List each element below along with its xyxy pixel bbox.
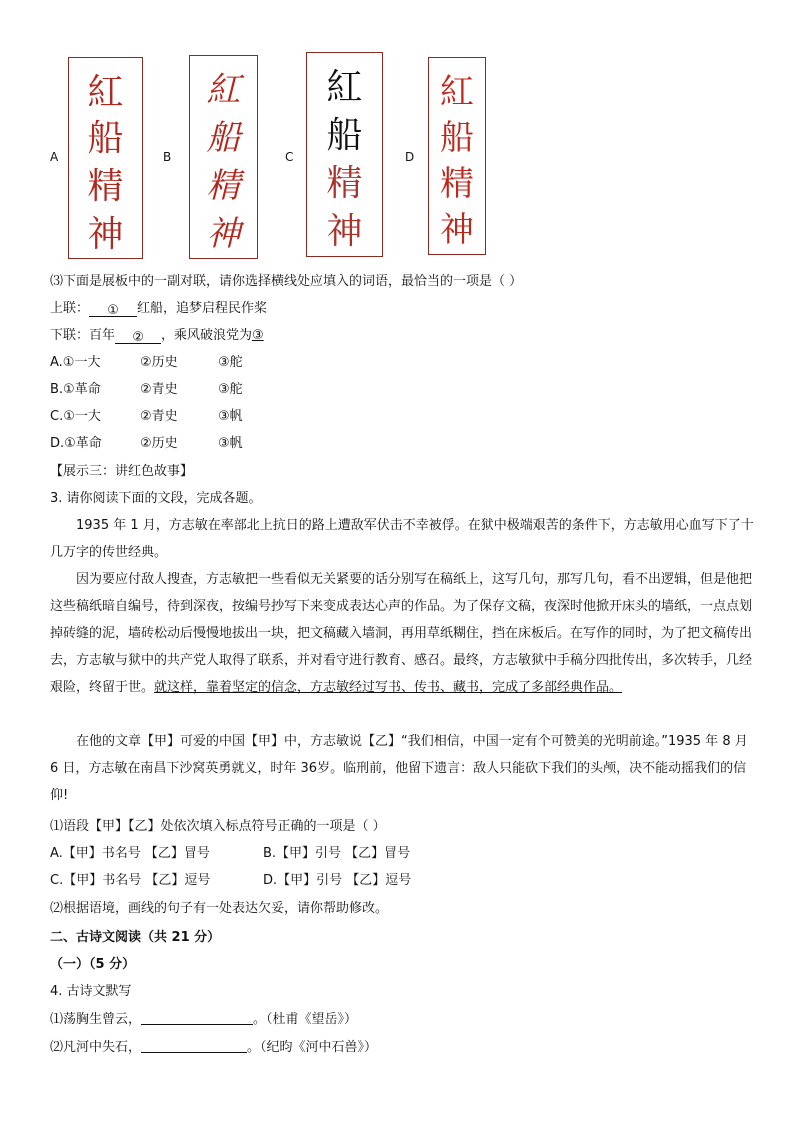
q3-option-b-1: B.①革命 bbox=[50, 382, 101, 397]
calligraphy-d-char-3: 精 bbox=[440, 164, 474, 204]
q3-upper-couplet bbox=[50, 300, 267, 318]
calligraphy-a-char-2: 船 bbox=[87, 118, 124, 159]
q4-item-1-suffix: 。（杜甫《望岳》） bbox=[253, 1012, 358, 1027]
sub1-stem: ⑴语段【甲】【乙】处依次填入标点符号正确的一项是（ ） bbox=[50, 819, 386, 834]
lower-prefix: 下联：百年 bbox=[50, 328, 116, 343]
passage-paragraph-2-text: 因为要应付敌人搜查，方志敏把一些看似无关紧要的话分别写在稿纸上，这写几句，那写几句，看不出逻辑，但是他把这些稿纸暗自编号，待到深夜，按编号抄写下来变成表达心声的作品。为了保存文稿，夜深时他掀开床头的墙纸，一点点划掉砖缝的泥，墙砖松动后慢慢地拔出一块，把文稿藏入墙洞，再用草纸糊住，挡在床板后。在写作的同时，为了把文稿传出去，方志敏与狱中的共产党人取得了联系，并对看守进行教育、感召。最终，方志敏狱中手稿分四批传出，多次转手，几经艰险，终留于世。 bbox=[50, 572, 753, 695]
q3-option-d[interactable] bbox=[50, 435, 243, 453]
upper-suffix: 红船，追梦启程民作桨 bbox=[137, 301, 268, 316]
q3-option-c-3: ③帆 bbox=[218, 409, 243, 424]
sub1-option-b[interactable]: B.【甲】引号 【乙】冒号 bbox=[263, 846, 411, 861]
q4-blank-2[interactable] bbox=[141, 1038, 247, 1053]
q4-item-1-prefix: ⑴荡胸生曾云， bbox=[50, 1012, 142, 1027]
q4-item-2 bbox=[50, 1038, 377, 1057]
calligraphy-c bbox=[306, 52, 383, 257]
q3-option-d-3: ③帆 bbox=[218, 436, 243, 451]
q3-option-d-1: D.①革命 bbox=[50, 436, 102, 451]
blank-2[interactable] bbox=[115, 329, 161, 344]
calligraphy-d bbox=[428, 57, 486, 255]
calligraphy-c-char-3: 精 bbox=[326, 163, 363, 204]
q3-stem: ⑶下面是展板中的一副对联，请你选择横线处应填入的词语，最恰当的一项是（ ） bbox=[50, 274, 523, 289]
calligraphy-b-char-1: 紅 bbox=[206, 70, 241, 110]
calligraphy-d-char-1: 紅 bbox=[440, 72, 474, 112]
blank-3[interactable]: ③ bbox=[252, 328, 264, 343]
q3-lower-couplet bbox=[50, 327, 264, 345]
calligraphy-a-char-1: 紅 bbox=[87, 72, 124, 113]
sub2-stem: ⑵根据语境，画线的句子有一处表达欠妥，请你帮助修改。 bbox=[50, 901, 389, 916]
sub1-option-c[interactable]: C.【甲】书名号 【乙】逗号 bbox=[50, 873, 211, 888]
calligraphy-c-char-2: 船 bbox=[326, 115, 363, 156]
option-a-label: A bbox=[50, 150, 59, 164]
q3-option-b-3: ③舵 bbox=[218, 382, 243, 397]
blank-1-mark: ① bbox=[107, 303, 119, 318]
calligraphy-b-char-3: 精 bbox=[206, 166, 241, 206]
calligraphy-a bbox=[68, 57, 143, 259]
calligraphy-a-char-3: 精 bbox=[87, 166, 124, 207]
calligraphy-d-char-4: 神 bbox=[440, 210, 474, 250]
q4-item-1 bbox=[50, 1010, 357, 1029]
q4-blank-1[interactable] bbox=[141, 1010, 253, 1025]
part1-title: （一）（5 分） bbox=[50, 957, 136, 972]
sub1-option-a[interactable]: A.【甲】书名号 【乙】冒号 bbox=[50, 846, 210, 861]
upper-prefix: 上联： bbox=[50, 301, 90, 316]
q3-option-a-1: A.①一大 bbox=[50, 355, 101, 370]
calligraphy-d-char-2: 船 bbox=[440, 118, 474, 158]
option-c-label: C bbox=[285, 150, 294, 164]
calligraphy-b-char-2: 船 bbox=[206, 118, 241, 158]
option-b-label: B bbox=[163, 150, 172, 164]
q3-option-b-2: ②青史 bbox=[140, 382, 178, 397]
q4-title: 4. 古诗文默写 bbox=[50, 984, 132, 999]
sub1-options-row-2 bbox=[50, 872, 411, 890]
lower-mid: ，乘风破浪党为 bbox=[161, 328, 253, 343]
blank-2-mark: ② bbox=[132, 330, 144, 345]
q4-item-2-prefix: ⑵凡河中失石， bbox=[50, 1040, 142, 1055]
passage-paragraph-2 bbox=[50, 566, 755, 701]
q3-option-a-2: ②历史 bbox=[140, 355, 178, 370]
calligraphy-a-char-4: 神 bbox=[87, 214, 124, 255]
q3-intro: 3. 请你阅读下面的文段，完成各题。 bbox=[50, 491, 262, 506]
calligraphy-b bbox=[189, 55, 258, 259]
passage-paragraph-3: 在他的文章【甲】可爱的中国【甲】中，方志敏说【乙】“我们相信，中国一定有个可赞美的光明前途。”1935 年 8 月 6 日，方志敏在南昌下沙窝英勇就义，时年 36岁。临刑前，他留下遗言：敌人只能砍下我们的头颅，决不能动摇我们的信仰! bbox=[50, 734, 748, 803]
option-d-label: D bbox=[405, 150, 415, 164]
q3-option-b[interactable] bbox=[50, 381, 243, 399]
q3-option-c-1: C.①一大 bbox=[50, 409, 101, 424]
q3-option-a[interactable] bbox=[50, 354, 243, 372]
blank-1[interactable] bbox=[89, 302, 137, 317]
passage-paragraph-1: 1935 年 1 月，方志敏在率部北上抗日的路上遭敌军伏击不幸被俘。在狱中极端艰苦的条件下，方志敏用心血写下了十几万字的传世经典。 bbox=[50, 518, 754, 560]
q3-option-c[interactable] bbox=[50, 408, 243, 426]
q3-option-c-2: ②青史 bbox=[140, 409, 178, 424]
underlined-sentence: 就这样，靠着坚定的信念，方志敏经过写书、传书、藏书，完成了多部经典作品。 bbox=[154, 680, 623, 695]
calligraphy-b-char-4: 神 bbox=[206, 214, 241, 254]
sub1-options-row-1 bbox=[50, 845, 410, 863]
q3-option-d-2: ②历史 bbox=[140, 436, 178, 451]
calligraphy-c-char-1: 紅 bbox=[326, 67, 363, 108]
section2-title: 二、古诗文阅读（共 21 分） bbox=[50, 930, 221, 945]
sub1-option-d[interactable]: D.【甲】引号 【乙】逗号 bbox=[263, 873, 412, 888]
q3-option-a-3: ③舵 bbox=[218, 355, 243, 370]
section3-title: 【展示三：讲红色故事】 bbox=[50, 464, 194, 479]
q4-item-2-suffix: 。（纪昀《河中石兽》） bbox=[247, 1040, 378, 1055]
calligraphy-c-char-4: 神 bbox=[326, 211, 363, 252]
